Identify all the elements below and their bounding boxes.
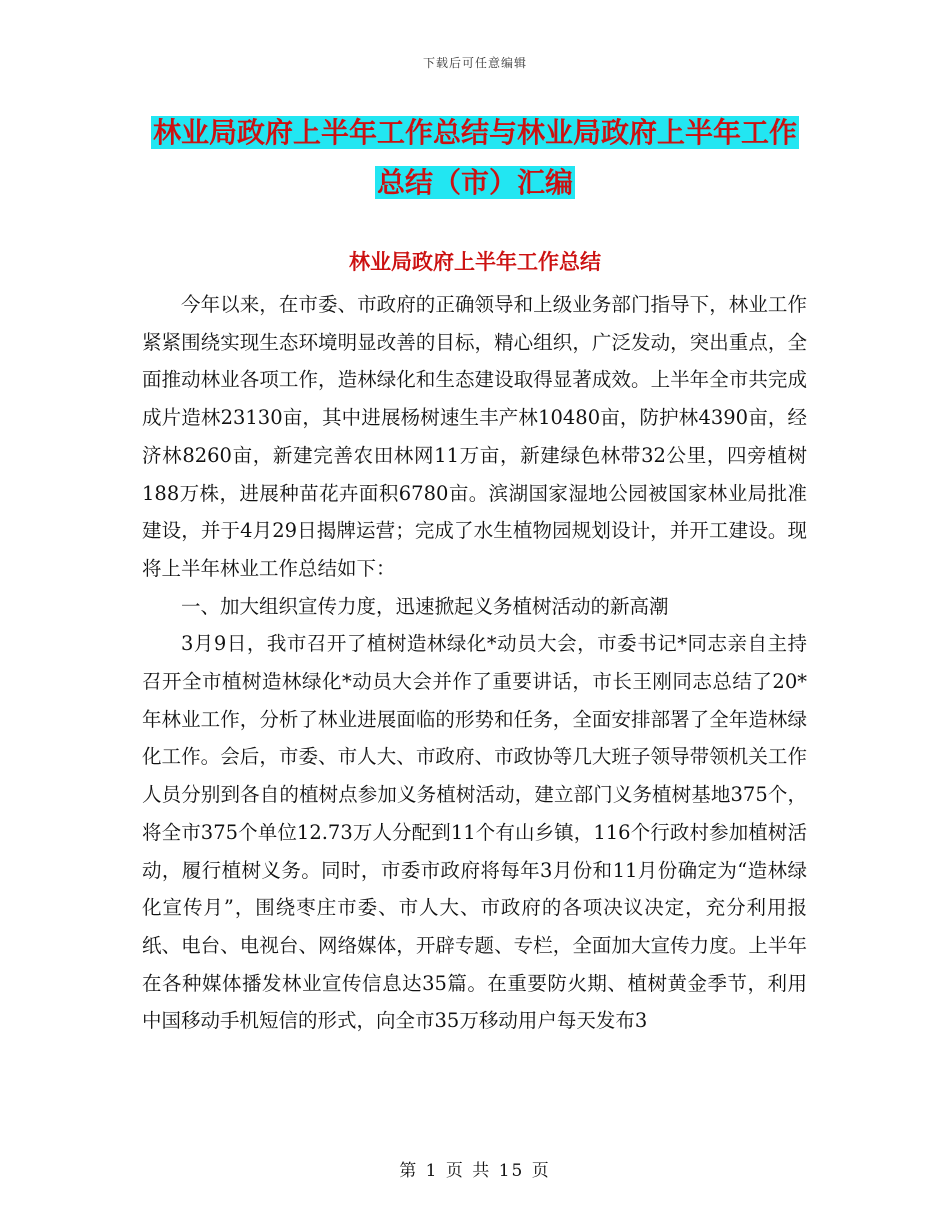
section-title: 林业局政府上半年工作总结 — [349, 250, 601, 274]
paragraph: 今年以来，在市委、市政府的正确领导和上级业务部门指导下，林业工作紧紧围绕实现生态环境明显改善的目标，精心组织，广泛发动，突出重点，全面推动林业各项工作，造林绿化和生态建设取得显著成效。上半年全市共完成成片造林23130亩，其中进展杨树速生丰产林10480亩，防护林4390亩，经济林8260亩，新建完善农田林网11万亩，新建绿色林带32公里，四旁植树188万株，进展种苗花卉面积6780亩。滨湖国家湿地公园被国家林业局批准建设，并于4月29日揭牌运营；完成了水生植物园规划设计，并开工建设。现将上半年林业工作总结如下： — [142, 293, 807, 580]
title-line-2: 总结（市）汇编 — [376, 166, 573, 199]
document-body — [142, 286, 807, 1040]
document-title — [140, 108, 810, 208]
paragraph: 3月9日，我市召开了植树造林绿化*动员大会，市委书记*同志亲自主持召开全市植树造林绿化*动员大会并作了重要讲话，市长王刚同志总结了20*年林业工作，分析了林业进展面临的形势和任务，全面安排部署了全年造林绿化工作。会后，市委、市人大、市政府、市政协等几大班子领导带领机关工作人员分别到各自的植树点参加义务植树活动，建立部门义务植树基地375个，将全市375个单位12.73万人分配到11个有山乡镇，116个行政村参加植树活动，履行植树义务。同时，市委市政府将每年3月份和11月份确定为“造林绿化宣传月”，围绕枣庄市委、市人大、市政府的各项决议决定，充分利用报纸、电台、电视台、网络媒体，开辟专题、专栏，全面加大宣传力度。上半年在各种媒体播发林业宣传信息达35篇。在重要防火期、植树黄金季节，利用中国移动手机短信的形式，向全市35万移动用户每天发布3 — [142, 632, 807, 1033]
header-note: 下载后可任意编辑 — [422, 56, 527, 70]
title-line-1: 林业局政府上半年工作总结与林业局政府上半年工作 — [152, 116, 797, 149]
paragraph-heading: 一、加大组织宣传力度，迅速掀起义务植树活动的新高潮 — [181, 594, 669, 618]
page-footer: 第 1 页 共 15 页 — [399, 1161, 551, 1181]
